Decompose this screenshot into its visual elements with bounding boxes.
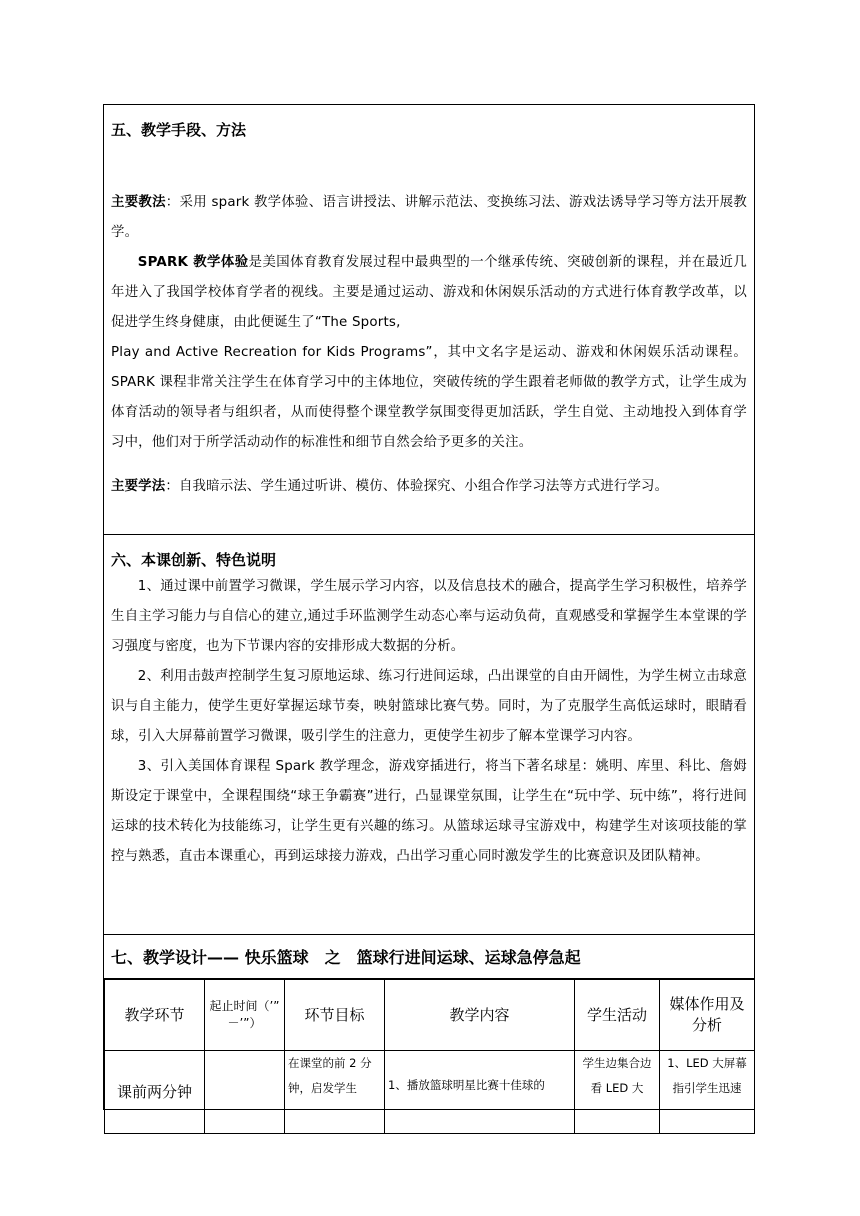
cell-time [205, 1051, 285, 1134]
innovation-item: 3、引入美国体育课程 Spark 教学理念，游戏穿插进行，将当下著名球星：姚明、库里、科比、詹姆斯设定于课堂中，全课程围绕“球王争霸赛”进行，凸显课堂氛围，让学生在“玩中学、玩中练”，将行进间运球的技术转化为技能练习，让学生更有兴趣的练习。从篮球运球寻宝游戏中，构建学生对该项技能的掌控与熟悉，直击本课重心，再到运球接力游戏，凸出学习重心同时激发学生的比赛意识及团队精神。 [111, 759, 747, 864]
header-media: 媒体作用及分析 [660, 980, 755, 1051]
spark-label: SPARK 教学体验 [137, 255, 249, 270]
innovation-item: 2、利用击鼓声控制学生复习原地运球、练习行进间运球，凸出课堂的自由开阔性，为学生树立击球意识与自主能力，使学生更好掌握运球节奏，映射篮球比赛气势。同时，为了克服学生高低运球时，眼睛看球，引入大屏幕前置学习微课，吸引学生的注意力，更使学生初步了解本堂课学习内容。 [111, 669, 747, 744]
main-teaching-method-label: 主要教法 [111, 195, 166, 210]
section-teaching-methods [104, 105, 754, 535]
innovation-item: 1、通过课中前置学习微课，学生展示学习内容，以及信息技术的融合，提高学生学习积极性，培养学生自主学习能力与自信心的建立,通过手环监测学生动态心率与运动负荷，直观感受和掌握学生本堂课的学习强度与密度，也为下节课内容的安排形成大数据的分析。 [111, 579, 747, 654]
main-learning-method-text: ：自我暗示法、学生通过听讲、模仿、体验探究、小组合作学习法等方式进行学习。 [165, 479, 669, 494]
header-activity: 学生活动 [575, 980, 660, 1051]
header-time: 起止时间（’” －’”） [205, 980, 285, 1051]
section-teaching-design [104, 935, 754, 979]
cell-activity: 学生边集合边看 LED 大 [575, 1051, 660, 1134]
cell-media: 1、LED 大屏幕指引学生迅速 [660, 1051, 755, 1134]
section-innovation [104, 535, 754, 935]
section6-heading: 六、本课创新、特色说明 [111, 551, 277, 569]
cell-goal: 在课堂的前 2 分钟，启发学生 [285, 1051, 385, 1134]
table-header-row [105, 980, 755, 1051]
cell-stage: 课前两分钟 [105, 1051, 205, 1134]
section5-heading: 五、教学手段、方法 [111, 121, 247, 139]
teaching-design-table [104, 979, 755, 1134]
header-stage: 教学环节 [105, 980, 205, 1051]
header-goal: 环节目标 [285, 980, 385, 1051]
cell-content: 1、播放篮球明星比赛十佳球的 [385, 1051, 575, 1134]
main-learning-method-label: 主要学法 [111, 479, 166, 494]
table-row [105, 1051, 755, 1134]
main-teaching-method-text: ：采用 spark 教学体验、语言讲授法、讲解示范法、变换练习法、游戏法诱导学习等方法开展教学。 [111, 195, 747, 240]
main-learning-method [111, 472, 747, 502]
header-content: 教学内容 [385, 980, 575, 1051]
spark-text: 是美国体育教育发展过程中最典型的一个继承传统、突破创新的课程，并在最近几年进入了我国学校体育学者的视线。主要是通过运动、游戏和休闲娱乐活动的方式进行体育教学改革，以促进学生终身健康，由此便诞生了“The Sports, [111, 255, 747, 330]
document-frame [103, 104, 755, 1110]
spark-paragraph [111, 248, 747, 338]
spark-paragraph-continued: Play and Active Recreation for Kids Programs”，其中文名字是运动、游戏和休闲娱乐活动课程。SPARK 课程非常关注学生在体育学习中的主体地位，突破传统的学生跟着老师做的教学方式，让学生成为体育活动的领导者与组织者，从而使得整个课堂教学氛围变得更加活跃，学生自觉、主动地投入到体育学习中，他们对于所学活动动作的标准性和细节自然会给予更多的关注。 [111, 345, 747, 450]
section7-heading: 七、教学设计—— 快乐篮球 之 篮球行进间运球、运球急停急起 [111, 948, 581, 967]
main-teaching-method [111, 188, 747, 248]
